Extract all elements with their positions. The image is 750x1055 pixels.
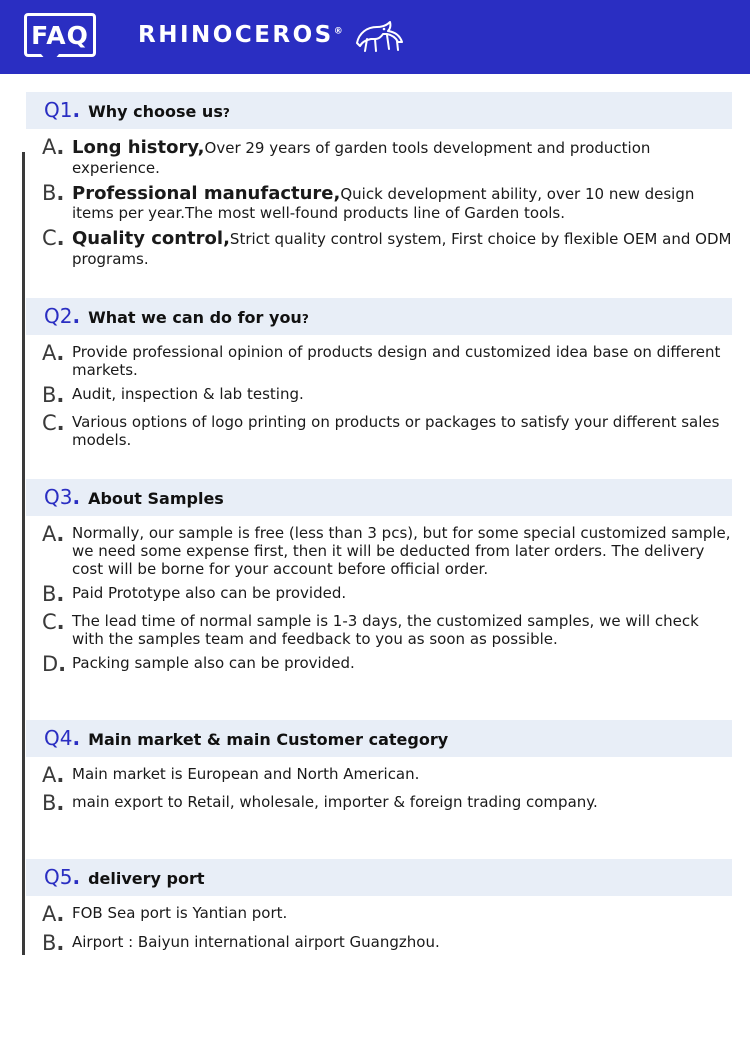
- answer-letter: [26, 763, 72, 787]
- answer-letter: [26, 522, 72, 546]
- answer-list: [26, 896, 734, 954]
- answer-text: [72, 135, 734, 177]
- answer-item: [26, 181, 734, 223]
- answer-body: Quick development ability, over 10 new design items per year.The most well-found products line of Garden tools.: [72, 184, 695, 223]
- question-title-text: Main market & main Customer category: [88, 730, 449, 750]
- answer-list: [26, 516, 734, 676]
- question-title-text: What we can do for you: [88, 307, 302, 327]
- answer-item: [26, 610, 734, 648]
- brand-lockup: [138, 15, 405, 55]
- answer-letter-dot: .: [56, 180, 65, 205]
- answer-item: [26, 582, 734, 606]
- answer-letter-dot: .: [56, 581, 65, 606]
- question-title-text: Why choose us: [88, 102, 223, 121]
- question-mark: ?: [301, 311, 309, 326]
- answer-lead: Long history,: [72, 137, 205, 158]
- question-number: [44, 485, 80, 509]
- spacer: [0, 74, 750, 92]
- answer-letter-text: C: [42, 610, 57, 635]
- answer-letter-text: A: [42, 521, 57, 546]
- answer-body: Strict quality control system, First choice by flexible OEM and ODM programs.: [72, 230, 732, 268]
- question-header: [26, 298, 732, 335]
- answer-letter-text: B: [42, 581, 57, 606]
- question-mark: ?: [222, 106, 230, 120]
- page-header: [0, 0, 750, 70]
- answer-letter-dot: .: [58, 652, 67, 677]
- answer-letter-text: B: [42, 930, 57, 955]
- brand-registered-mark: ®: [333, 26, 343, 37]
- answer-letter-dot: .: [56, 410, 65, 435]
- question-header: [26, 859, 732, 896]
- answer-letter-text: A: [42, 902, 57, 927]
- answer-letter: [26, 791, 72, 815]
- answer-lead: Quality control,: [72, 228, 230, 250]
- question-number-dot: .: [72, 865, 81, 890]
- faq-block-q3: [0, 479, 750, 676]
- faq-badge-label: FAQ: [31, 20, 89, 50]
- answer-item: [26, 902, 734, 926]
- answer-letter: [26, 411, 72, 435]
- question-number-text: Q3: [44, 484, 73, 509]
- answer-letter: [26, 226, 72, 250]
- answer-item: [26, 522, 734, 578]
- answer-item: [26, 341, 734, 379]
- answer-item: [26, 931, 734, 955]
- answer-text: Airport : Baiyun international airport Guangzhou.: [72, 932, 440, 951]
- question-number: [44, 98, 80, 122]
- question-number: [44, 726, 80, 750]
- answer-text: The lead time of normal sample is 1-3 days, the customized samples, we will check with the samples team and feedback to you as soon as possible.: [72, 612, 699, 649]
- answer-list: [26, 335, 734, 449]
- spacer: [0, 819, 750, 859]
- question-header: [26, 479, 732, 516]
- answer-item: [26, 135, 734, 177]
- question-number: [44, 304, 80, 328]
- question-number-dot: .: [72, 726, 81, 751]
- answer-letter-text: B: [42, 382, 57, 407]
- answer-letter-dot: .: [56, 791, 65, 816]
- faq-badge: [24, 13, 96, 57]
- answer-text: FOB Sea port is Yantian port.: [72, 904, 288, 923]
- faq-block-q4: [0, 720, 750, 815]
- left-vertical-rule: [22, 152, 25, 955]
- answer-lead: Professional manufacture,: [72, 182, 341, 204]
- faq-block-q1: [0, 92, 750, 268]
- answer-item: [26, 652, 734, 676]
- answer-letter-text: A: [42, 340, 57, 365]
- answer-letter-text: C: [42, 226, 57, 251]
- answer-letter-text: B: [42, 791, 57, 816]
- question-title: [88, 730, 448, 749]
- brand-name: [138, 22, 343, 48]
- faq-block-q2: [0, 298, 750, 449]
- question-title-text: About Samples: [88, 488, 224, 508]
- question-title: [88, 308, 309, 327]
- answer-letter: [26, 610, 72, 634]
- answer-text: Various options of logo printing on products or packages to satisfy your different sales models.: [72, 412, 720, 449]
- answer-letter: [26, 181, 72, 205]
- answer-letter-dot: .: [56, 930, 65, 955]
- answer-letter-dot: .: [56, 135, 65, 159]
- answer-letter-text: C: [42, 410, 57, 435]
- answer-text: Main market is European and North American.: [72, 765, 420, 784]
- answer-item: [26, 411, 734, 449]
- spacer: [0, 272, 750, 298]
- answer-text: Normally, our sample is free (less than 3 pcs), but for some special customized sample, we need some expense first, then it will be deducted from later orders. The delivery cost will be borne for your account before official order.: [72, 523, 731, 578]
- answer-letter: [26, 931, 72, 955]
- answer-item: [26, 226, 734, 268]
- rhinoceros-icon: [353, 15, 405, 55]
- spacer: [0, 453, 750, 479]
- question-title: [88, 102, 230, 121]
- answer-text: Packing sample also can be provided.: [72, 654, 355, 673]
- question-header: [26, 720, 732, 757]
- question-title: [88, 869, 204, 888]
- answer-letter: [26, 582, 72, 606]
- answer-list: [26, 757, 734, 815]
- answer-list: [26, 129, 734, 268]
- brand-name-text: RHINOCEROS: [138, 22, 334, 48]
- answer-body: Over 29 years of garden tools development and production experience.: [72, 139, 651, 177]
- answer-letter-dot: .: [56, 226, 65, 251]
- answer-letter-dot: .: [56, 382, 65, 407]
- answer-letter-dot: .: [56, 763, 65, 788]
- answer-letter-dot: .: [56, 902, 65, 927]
- answer-letter: [26, 902, 72, 926]
- question-number-text: Q2: [44, 303, 73, 328]
- answer-text: Audit, inspection & lab testing.: [72, 384, 304, 403]
- answer-letter: [26, 652, 72, 676]
- question-header: [26, 92, 732, 129]
- answer-letter: [26, 383, 72, 407]
- answer-text: [72, 181, 734, 223]
- answer-text: Paid Prototype also can be provided.: [72, 583, 347, 602]
- answer-letter-dot: .: [56, 340, 65, 365]
- answer-text: main export to Retail, wholesale, importer & foreign trading company.: [72, 793, 598, 812]
- question-title-text: delivery port: [88, 869, 205, 889]
- answer-text: Provide professional opinion of products design and customized idea base on different markets.: [72, 342, 721, 379]
- question-number-dot: .: [72, 303, 81, 328]
- spacer: [0, 680, 750, 720]
- answer-item: [26, 763, 734, 787]
- answer-letter-dot: .: [56, 521, 65, 546]
- question-number-dot: .: [72, 98, 81, 122]
- answer-item: [26, 791, 734, 815]
- question-number-text: Q5: [44, 865, 73, 890]
- answer-letter-text: D: [42, 652, 59, 677]
- answer-letter-text: A: [42, 763, 57, 788]
- question-title: [88, 489, 224, 508]
- answer-text: [72, 226, 734, 268]
- answer-letter-dot: .: [56, 610, 65, 635]
- answer-letter: [26, 135, 72, 159]
- question-number-dot: .: [72, 484, 81, 509]
- question-number-text: Q1: [44, 98, 73, 122]
- question-number-text: Q4: [44, 726, 73, 751]
- answer-letter-text: B: [42, 180, 57, 205]
- faq-content: [0, 74, 750, 955]
- answer-letter-text: A: [42, 135, 57, 159]
- faq-block-q5: [0, 859, 750, 954]
- answer-item: [26, 383, 734, 407]
- question-number: [44, 865, 80, 889]
- answer-letter: [26, 341, 72, 365]
